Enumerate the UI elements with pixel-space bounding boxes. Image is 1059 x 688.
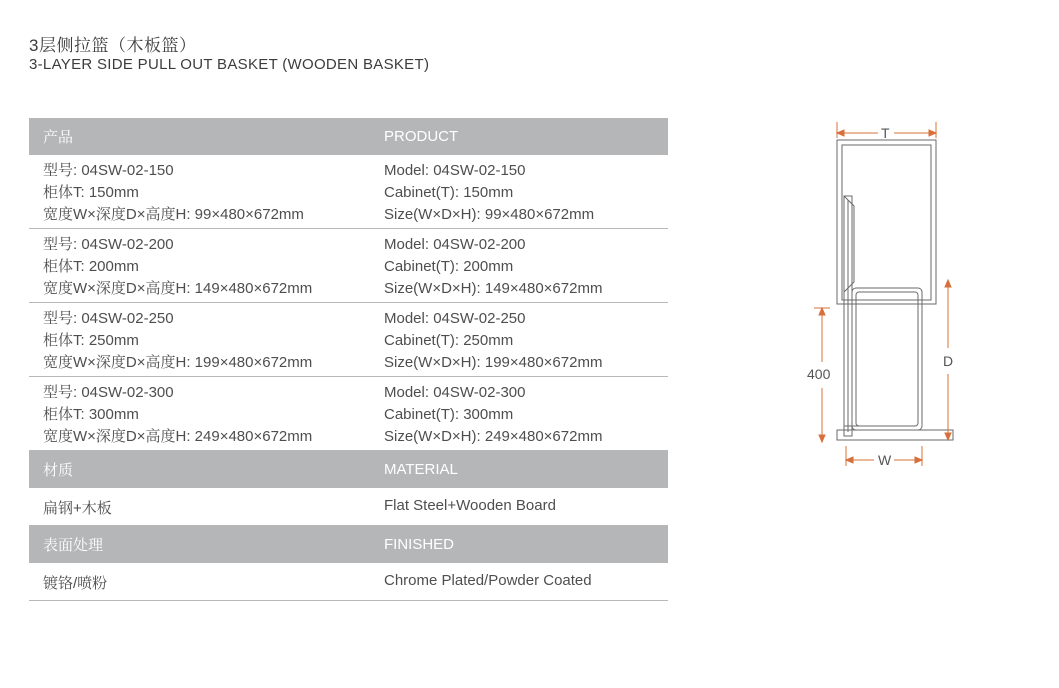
model-en-col xyxy=(384,160,594,226)
cabinet-en: Cabinet(T): 200mm xyxy=(384,258,514,275)
cabinet-frame xyxy=(837,140,953,440)
finish-header-zh: 表面处理 xyxy=(43,537,104,554)
t-arrow-left xyxy=(837,130,844,136)
cabinet-base xyxy=(837,430,953,440)
model-number-zh: 型号: 04SW-02-300 xyxy=(43,384,174,401)
model-number-zh: 型号: 04SW-02-250 xyxy=(43,310,174,327)
dimension-drawing xyxy=(800,112,960,477)
material-row xyxy=(29,488,668,526)
size-en: Size(W×D×H): 249×480×672mm xyxy=(384,428,603,445)
basket-box-inner xyxy=(856,292,918,426)
model-zh-col xyxy=(43,382,312,448)
product-header xyxy=(29,118,668,155)
model-number-en: Model: 04SW-02-300 xyxy=(384,384,526,401)
h400-arrow-bottom xyxy=(819,435,825,442)
material-value-zh: 扁钢+木板 xyxy=(43,500,112,517)
material-value-en: Flat Steel+Wooden Board xyxy=(384,497,556,514)
model-row xyxy=(29,377,668,451)
size-zh: 宽度W×深度D×高度H: 199×480×672mm xyxy=(43,354,313,371)
cabinet-zh: 柜体T: 200mm xyxy=(43,258,139,275)
model-row xyxy=(29,229,668,303)
t-arrow-right xyxy=(929,130,936,136)
model-number-en: Model: 04SW-02-250 xyxy=(384,310,526,327)
size-zh: 宽度W×深度D×高度H: 149×480×672mm xyxy=(43,280,313,297)
product-header-zh: 产品 xyxy=(43,129,74,146)
cabinet-en: Cabinet(T): 250mm xyxy=(384,332,514,349)
finish-value-en: Chrome Plated/Powder Coated xyxy=(384,572,592,589)
page-title-en: 3-LAYER SIDE PULL OUT BASKET (WOODEN BASKET) xyxy=(29,56,430,73)
model-en-col xyxy=(384,382,602,448)
model-number-zh: 型号: 04SW-02-150 xyxy=(43,162,174,179)
model-number-zh: 型号: 04SW-02-200 xyxy=(43,236,174,253)
label-d: D xyxy=(943,353,954,369)
size-zh: 宽度W×深度D×高度H: 249×480×672mm xyxy=(43,428,313,445)
size-en: Size(W×D×H): 99×480×672mm xyxy=(384,206,595,223)
d-arrow-top xyxy=(945,280,951,287)
model-en-col xyxy=(384,234,602,300)
w-arrow-left xyxy=(846,457,853,463)
model-zh-col xyxy=(43,234,312,300)
size-zh: 宽度W×深度D×高度H: 99×480×672mm xyxy=(43,206,304,223)
label-w: W xyxy=(878,452,892,468)
d-arrow-bottom xyxy=(945,433,951,440)
label-t: T xyxy=(881,125,890,141)
page-title-zh: 3层侧拉篮（木板篮） xyxy=(29,36,197,55)
model-zh-col xyxy=(43,160,304,226)
size-en: Size(W×D×H): 199×480×672mm xyxy=(384,354,603,371)
finish-value-zh: 镀铬/喷粉 xyxy=(43,575,108,592)
product-dimension-diagram xyxy=(800,112,960,477)
cabinet-en: Cabinet(T): 150mm xyxy=(384,184,514,201)
finish-row xyxy=(29,563,668,601)
size-en: Size(W×D×H): 149×480×672mm xyxy=(384,280,603,297)
dimension-lines xyxy=(814,122,954,466)
material-header-en: MATERIAL xyxy=(384,461,458,478)
cabinet-en: Cabinet(T): 300mm xyxy=(384,406,514,423)
h400-arrow-top xyxy=(819,308,825,315)
upper-cabinet-inner xyxy=(842,145,931,300)
cabinet-zh: 柜体T: 150mm xyxy=(43,184,139,201)
model-en-col xyxy=(384,308,602,374)
product-header-en: PRODUCT xyxy=(384,128,459,145)
basket-body xyxy=(844,196,922,436)
material-header xyxy=(29,451,668,488)
model-number-en: Model: 04SW-02-150 xyxy=(384,162,526,179)
material-header-zh: 材质 xyxy=(43,462,74,479)
basket-box xyxy=(852,288,922,430)
cabinet-zh: 柜体T: 250mm xyxy=(43,332,139,349)
w-arrow-right xyxy=(915,457,922,463)
cabinet-zh: 柜体T: 300mm xyxy=(43,406,139,423)
finish-header xyxy=(29,526,668,563)
model-zh-col xyxy=(43,308,312,374)
finish-header-en: FINISHED xyxy=(384,536,455,553)
model-row xyxy=(29,155,668,229)
model-row xyxy=(29,303,668,377)
model-number-en: Model: 04SW-02-200 xyxy=(384,236,526,253)
label-400: 400 xyxy=(807,366,831,382)
spec-table xyxy=(29,118,668,601)
